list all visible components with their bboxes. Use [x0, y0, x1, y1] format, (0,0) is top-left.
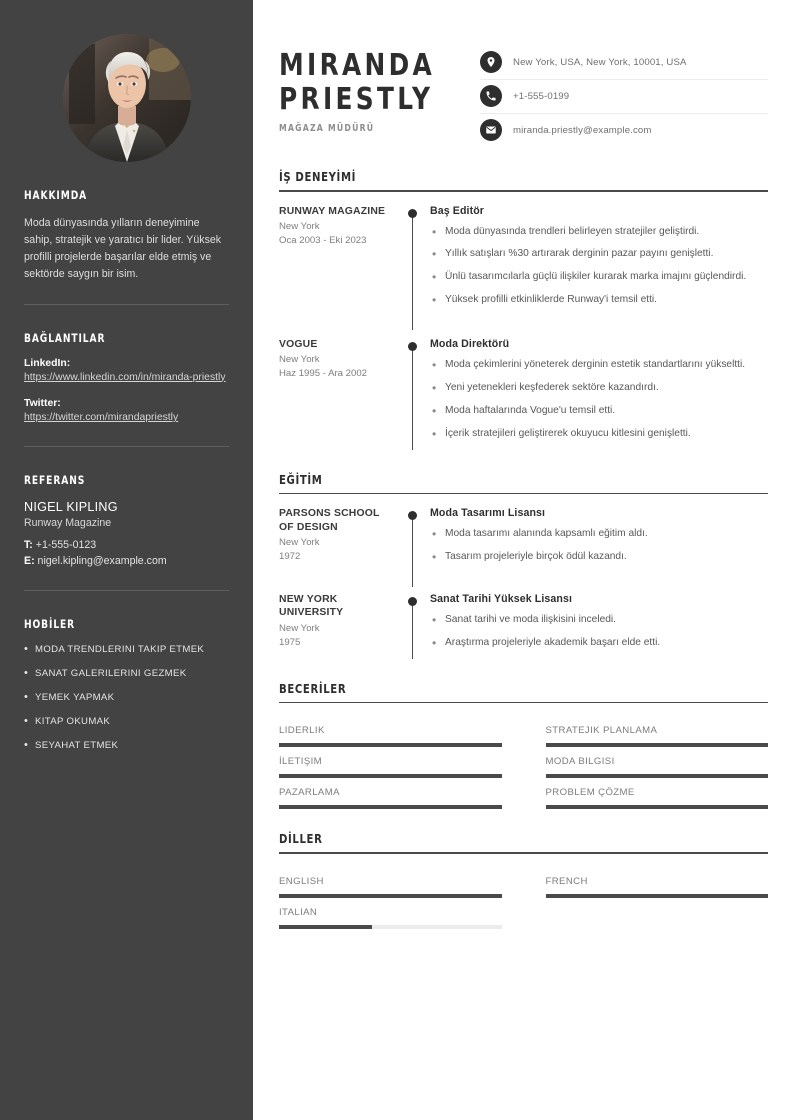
language-label: ENGLISH: [279, 876, 324, 888]
link-label-twitter: Twitter:: [24, 398, 61, 410]
link-label-linkedin: LinkedIn:: [24, 357, 71, 369]
skill-label: STRATEJIK PLANLAMA: [545, 725, 658, 737]
reference-section: [24, 473, 229, 591]
entry-organization: RUNWAY MAGAZINE: [279, 205, 386, 217]
entry-organization: VOGUE: [279, 339, 318, 351]
about-section: [24, 188, 229, 305]
entry-bullets: [430, 613, 768, 651]
entry-meta: [279, 593, 404, 659]
skill-track: [279, 805, 502, 809]
languages-heading: DİLLER: [279, 831, 323, 847]
timeline: [404, 507, 426, 573]
contact-email: miranda.priestly@example.com: [513, 124, 652, 136]
portrait-illustration: [63, 34, 191, 162]
entry-meta: [279, 205, 404, 317]
reference-heading: REFERANS: [24, 472, 86, 487]
section-rule: [279, 190, 768, 192]
skill-fill: [546, 805, 769, 809]
entry-dates: 1975: [279, 636, 301, 648]
skill-fill: [546, 774, 769, 778]
hobbies-heading: HOBİLER: [24, 616, 76, 631]
entry-location: New York: [279, 622, 320, 634]
skill-fill: [279, 805, 502, 809]
experience-entry: [279, 338, 768, 450]
entry-bullets: [430, 225, 768, 309]
skill-fill: [546, 743, 769, 747]
contact-block: [480, 40, 768, 147]
timeline: [404, 338, 426, 450]
reference-email-label: E:: [24, 555, 35, 568]
skill-item: [546, 716, 769, 747]
reference-name: NIGEL KIPLING: [24, 499, 118, 514]
about-text: Moda dünyasında yılların deneyimine sahip, stratejik ve yaratıcı bir lider. Yüksek profilli projelerde başarılar elde etmiş ve sektörde saygın bir isim.: [24, 217, 222, 281]
language-item: [279, 898, 502, 929]
name-block: [279, 40, 449, 134]
list-item: • Moda haftalarında Vogue'u temsil etti.: [430, 404, 768, 419]
languages-grid: [279, 867, 768, 929]
entry-detail: [426, 507, 768, 573]
education-section: [279, 472, 768, 659]
avatar: [63, 34, 191, 162]
language-track: [279, 894, 502, 898]
timeline-dot-icon: [408, 511, 417, 520]
main-content: [253, 0, 794, 1120]
entry-dates: Oca 2003 - Eki 2023: [279, 234, 367, 246]
list-item: • Yıllık satışları %30 artırarak derginin pazar payını genişletti.: [430, 247, 768, 262]
entry-role: Sanat Tarihi Yüksek Lisansı: [430, 593, 573, 606]
language-item: [546, 867, 769, 898]
skill-fill: [279, 743, 502, 747]
skill-track: [546, 774, 769, 778]
language-item: [279, 867, 502, 898]
timeline-dot-icon: [408, 342, 417, 351]
contact-phone: +1-555-0199: [513, 90, 570, 102]
entry-organization: NEW YORK UNIVERSITY: [279, 594, 344, 619]
entry-role: Baş Editör: [430, 204, 485, 217]
skills-heading: BECERİLER: [279, 680, 347, 696]
list-item: • SANAT GALERILERINI GEZMEK: [24, 668, 229, 679]
skill-item: [546, 778, 769, 809]
entry-detail: [426, 338, 768, 450]
reference-phone-label: T:: [24, 538, 33, 551]
timeline: [404, 593, 426, 659]
list-item: • KITAP OKUMAK: [24, 716, 229, 727]
contact-row-address: [480, 46, 768, 80]
list-item: • Yeni yetenekleri keşfederek sektöre kazandırdı.: [430, 381, 768, 396]
reference-email-row: [24, 553, 229, 569]
list-item: • MODA TRENDLERINI TAKIP ETMEK: [24, 644, 229, 655]
list-item: • Sanat tarihi ve moda ilişkisini inceledi.: [430, 613, 768, 628]
reference-phone-row: [24, 537, 229, 553]
entry-detail: [426, 593, 768, 659]
resume-header: [279, 40, 768, 147]
contact-row-email: [480, 114, 768, 147]
list-item: • Moda dünyasında trendleri belirleyen stratejiler geliştirdi.: [430, 225, 768, 240]
entry-dates: Haz 1995 - Ara 2002: [279, 368, 368, 380]
about-heading: HAKKIMDA: [24, 188, 88, 202]
list-item: • Tasarım projeleriyle birçok ödül kazandı.: [430, 550, 768, 565]
experience-entry: [279, 205, 768, 317]
skill-label: PROBLEM ÇÖZME: [545, 787, 635, 799]
experience-section: [279, 169, 768, 450]
languages-section: [279, 831, 768, 929]
first-name: MIRANDA: [279, 48, 436, 83]
sidebar: [0, 0, 253, 1120]
skill-item: [279, 747, 502, 778]
entry-bullets: [430, 527, 768, 565]
section-rule: [279, 493, 768, 495]
link-url-linkedin[interactable]: https://www.linkedin.com/in/miranda-priestly: [24, 371, 226, 383]
entry-role: Moda Tasarımı Lisansı: [430, 507, 546, 520]
phone-icon: [480, 85, 502, 107]
entry-location: New York: [279, 220, 320, 232]
section-rule: [279, 852, 768, 854]
skill-item: [546, 747, 769, 778]
skill-track: [279, 743, 502, 747]
entry-role: Moda Direktörü: [430, 338, 510, 351]
skill-fill: [279, 774, 502, 778]
entry-detail: [426, 205, 768, 317]
list-item: • İçerik stratejileri geliştirerek okuyucu kitlesini genişletti.: [430, 427, 768, 442]
list-item: • Ünlü tasarımcılarla güçlü ilişkiler kurarak marka imajını güçlendirdi.: [430, 270, 768, 285]
skill-label: MODA BILGISI: [545, 756, 615, 768]
language-fill: [546, 894, 769, 898]
list-item: • SEYAHAT ETMEK: [24, 740, 229, 751]
hobbies-list: [24, 644, 229, 751]
skill-label: LIDERLIK: [279, 725, 325, 737]
link-item-twitter: [24, 398, 229, 426]
entry-location: New York: [279, 536, 320, 548]
skills-grid: [279, 716, 768, 809]
link-item-linkedin: [24, 358, 229, 386]
divider: [24, 590, 229, 591]
skill-label: PAZARLAMA: [279, 787, 340, 799]
language-label: FRENCH: [545, 876, 588, 888]
timeline-dot-icon: [408, 597, 417, 606]
reference-phone: +1-555-0123: [35, 538, 97, 551]
contact-row-phone: [480, 80, 768, 114]
entry-bullets: [430, 358, 768, 442]
list-item: • Yüksek profilli etkinliklerde Runway'i temsil etti.: [430, 293, 768, 308]
education-heading: EĞİTİM: [279, 471, 323, 487]
timeline: [404, 205, 426, 317]
divider: [24, 446, 229, 447]
timeline-line: [412, 601, 413, 659]
skill-track: [546, 743, 769, 747]
avatar-container: [24, 0, 229, 162]
location-pin-icon: [480, 51, 502, 73]
reference-company: Runway Magazine: [24, 516, 112, 529]
skill-track: [546, 805, 769, 809]
language-fill: [279, 925, 372, 929]
job-title: MAĞAZA MÜDÜRÜ: [279, 123, 375, 135]
divider: [24, 304, 229, 305]
section-rule: [279, 702, 768, 704]
list-item: • Moda çekimlerini yöneterek derginin estetik standartlarını yükseltti.: [430, 358, 768, 373]
entry-meta: [279, 507, 404, 573]
education-entry: [279, 507, 768, 573]
entry-dates: 1972: [279, 550, 301, 562]
language-fill: [279, 894, 502, 898]
education-entry: [279, 593, 768, 659]
skill-item: [279, 716, 502, 747]
skill-track: [279, 774, 502, 778]
links-heading: BAĞLANTILAR: [24, 330, 106, 345]
last-name: PRIESTLY: [279, 81, 434, 117]
skill-label: İLETIŞIM: [279, 756, 323, 768]
contact-address: New York, USA, New York, 10001, USA: [513, 56, 687, 68]
hobbies-section: [24, 617, 229, 751]
entry-location: New York: [279, 354, 320, 366]
list-item: • Moda tasarımı alanında kapsamlı eğitim aldı.: [430, 527, 768, 542]
timeline-dot-icon: [408, 209, 417, 218]
links-section: [24, 331, 229, 447]
link-url-twitter[interactable]: https://twitter.com/mirandapriestly: [24, 412, 179, 424]
language-label: ITALIAN: [279, 907, 318, 919]
timeline-line: [412, 515, 413, 587]
list-item: • YEMEK YAPMAK: [24, 692, 229, 703]
timeline-line: [412, 346, 413, 450]
envelope-icon: [480, 119, 502, 141]
entry-organization: PARSONS SCHOOL OF DESIGN: [279, 508, 380, 533]
experience-heading: İŞ DENEYİMİ: [279, 169, 357, 184]
reference-email: nigel.kipling@example.com: [37, 555, 167, 568]
skill-item: [279, 778, 502, 809]
timeline-line: [412, 213, 413, 331]
entry-meta: [279, 338, 404, 450]
language-track: [279, 925, 502, 929]
list-item: • Araştırma projeleriyle akademik başarı elde etti.: [430, 636, 768, 651]
language-track: [546, 894, 769, 898]
skills-section: [279, 681, 768, 810]
